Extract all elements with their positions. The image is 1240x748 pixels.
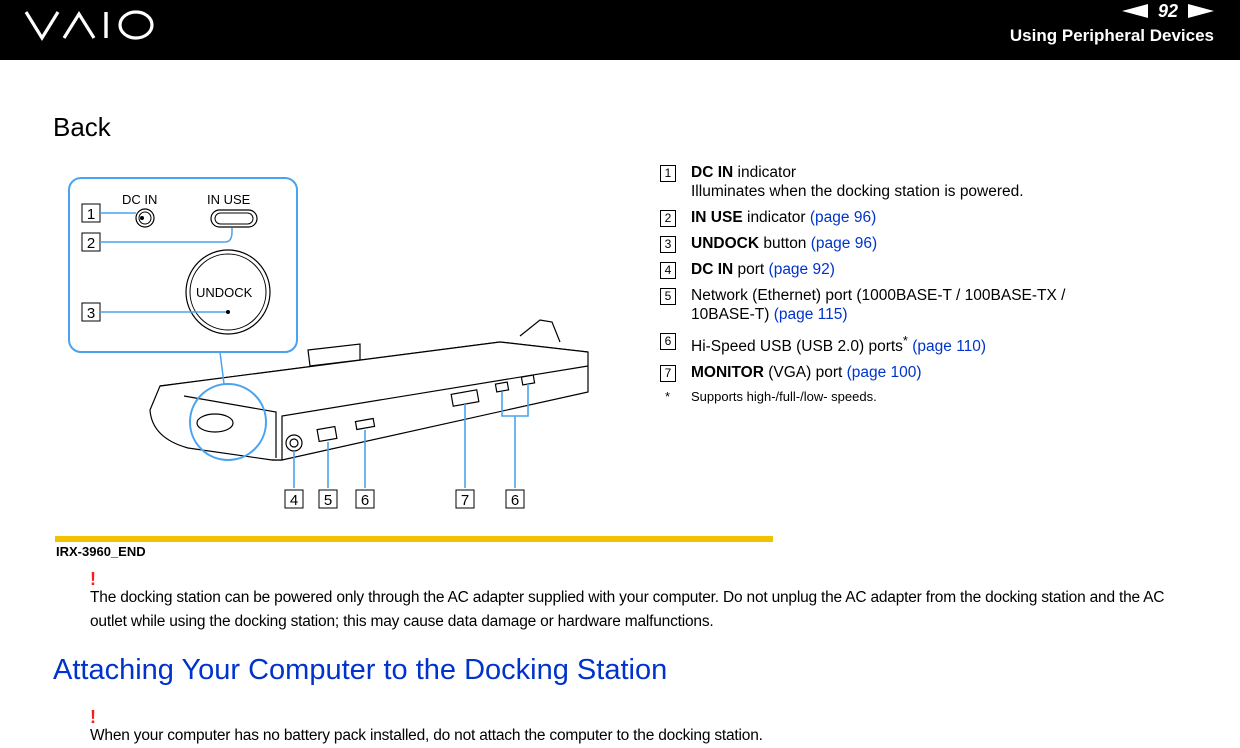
callout-7: 7: [460, 492, 470, 509]
legend-num: 7: [660, 365, 676, 382]
legend-item-3: [660, 234, 1080, 253]
legend-num: 2: [660, 210, 676, 227]
callout-4: 4: [289, 492, 299, 509]
legend-text: Network (Ethernet) port (1000BASE-T / 100BASE-TX / 10BASE-T): [691, 287, 1066, 323]
legend-text: (VGA) port: [763, 364, 847, 382]
callout-6b: 6: [510, 492, 520, 509]
heading-back: Back: [53, 112, 111, 142]
legend-text: Hi-Speed USB (USB 2.0) ports: [691, 338, 903, 356]
legend-num: 5: [660, 288, 676, 305]
docking-station-back-diagram: [60, 170, 600, 522]
page-link[interactable]: (page 96): [809, 209, 877, 226]
inset-frame: [69, 178, 297, 352]
page-link[interactable]: (page 100): [846, 364, 922, 382]
page-link[interactable]: (page 115): [773, 306, 848, 323]
legend-text: button: [759, 235, 811, 252]
dc-in-label: DC IN: [122, 192, 158, 207]
page-link[interactable]: (page 96): [810, 235, 878, 252]
figure-code: IRX-3960_END: [56, 544, 146, 559]
page-link[interactable]: (page 110): [907, 338, 987, 356]
legend-bold: DC IN: [691, 164, 734, 181]
legend-num: 1: [660, 165, 676, 182]
legend-item-4: [660, 260, 1080, 279]
page-number: 92: [1157, 0, 1178, 21]
footnote-star: *: [665, 389, 671, 405]
next-page-arrow-icon[interactable]: [1188, 4, 1214, 18]
port-legend: [660, 163, 1080, 406]
legend-text: indicator: [742, 209, 810, 226]
legend-text: port: [733, 261, 769, 278]
callout-1: 1: [86, 206, 96, 223]
legend-bold: DC IN: [691, 261, 734, 278]
legend-item-1: [660, 163, 1080, 201]
legend-item-6: [660, 331, 1080, 356]
legend-item-5: [660, 286, 1080, 324]
section-title: Using Peripheral Devices: [1009, 26, 1214, 45]
heading-attach: Attaching Your Computer to the Docking Station: [53, 654, 668, 686]
legend-item-7: [660, 363, 1080, 382]
legend-sub: Illuminates when the docking station is powered.: [691, 183, 1024, 200]
callout-5: 5: [323, 492, 333, 509]
callout-6: 6: [360, 492, 370, 509]
warning-note-battery: When your computer has no battery pack installed, do not attach the computer to the docking station.: [90, 727, 763, 744]
legend-num: 3: [660, 236, 676, 253]
legend-bold: IN USE: [691, 209, 743, 226]
page-link[interactable]: (page 92): [768, 261, 835, 278]
footnote: [660, 387, 1080, 406]
legend-bold: UNDOCK: [691, 235, 760, 252]
legend-bold: MONITOR: [691, 364, 764, 382]
footnote-text: Supports high-/full-/low- speeds.: [691, 389, 877, 405]
legend-num: 6: [660, 333, 676, 350]
legend-item-2: [660, 208, 1080, 227]
warning-note-power: The docking station can be powered only through the AC adapter supplied with your computer. Do not unplug the AC adapter from the docking station and the AC outlet while using the docking station; this may cause data damage or hardware malfunctions.: [90, 589, 1165, 630]
header-bar: [0, 0, 1240, 60]
footnote-mark: *: [902, 333, 908, 348]
undock-label: UNDOCK: [196, 285, 253, 300]
page-nav: [1122, 0, 1214, 22]
divider-bar: [55, 536, 773, 542]
previous-page-arrow-icon[interactable]: [1122, 4, 1148, 18]
callout-3: 3: [86, 305, 96, 322]
in-use-label: IN USE: [207, 192, 251, 207]
legend-num: 4: [660, 262, 676, 279]
warning-icon: !: [90, 707, 96, 727]
warning-icon: !: [90, 569, 96, 589]
callout-2: 2: [86, 235, 96, 252]
legend-text: indicator: [733, 164, 797, 181]
vaio-logo: [24, 8, 156, 42]
